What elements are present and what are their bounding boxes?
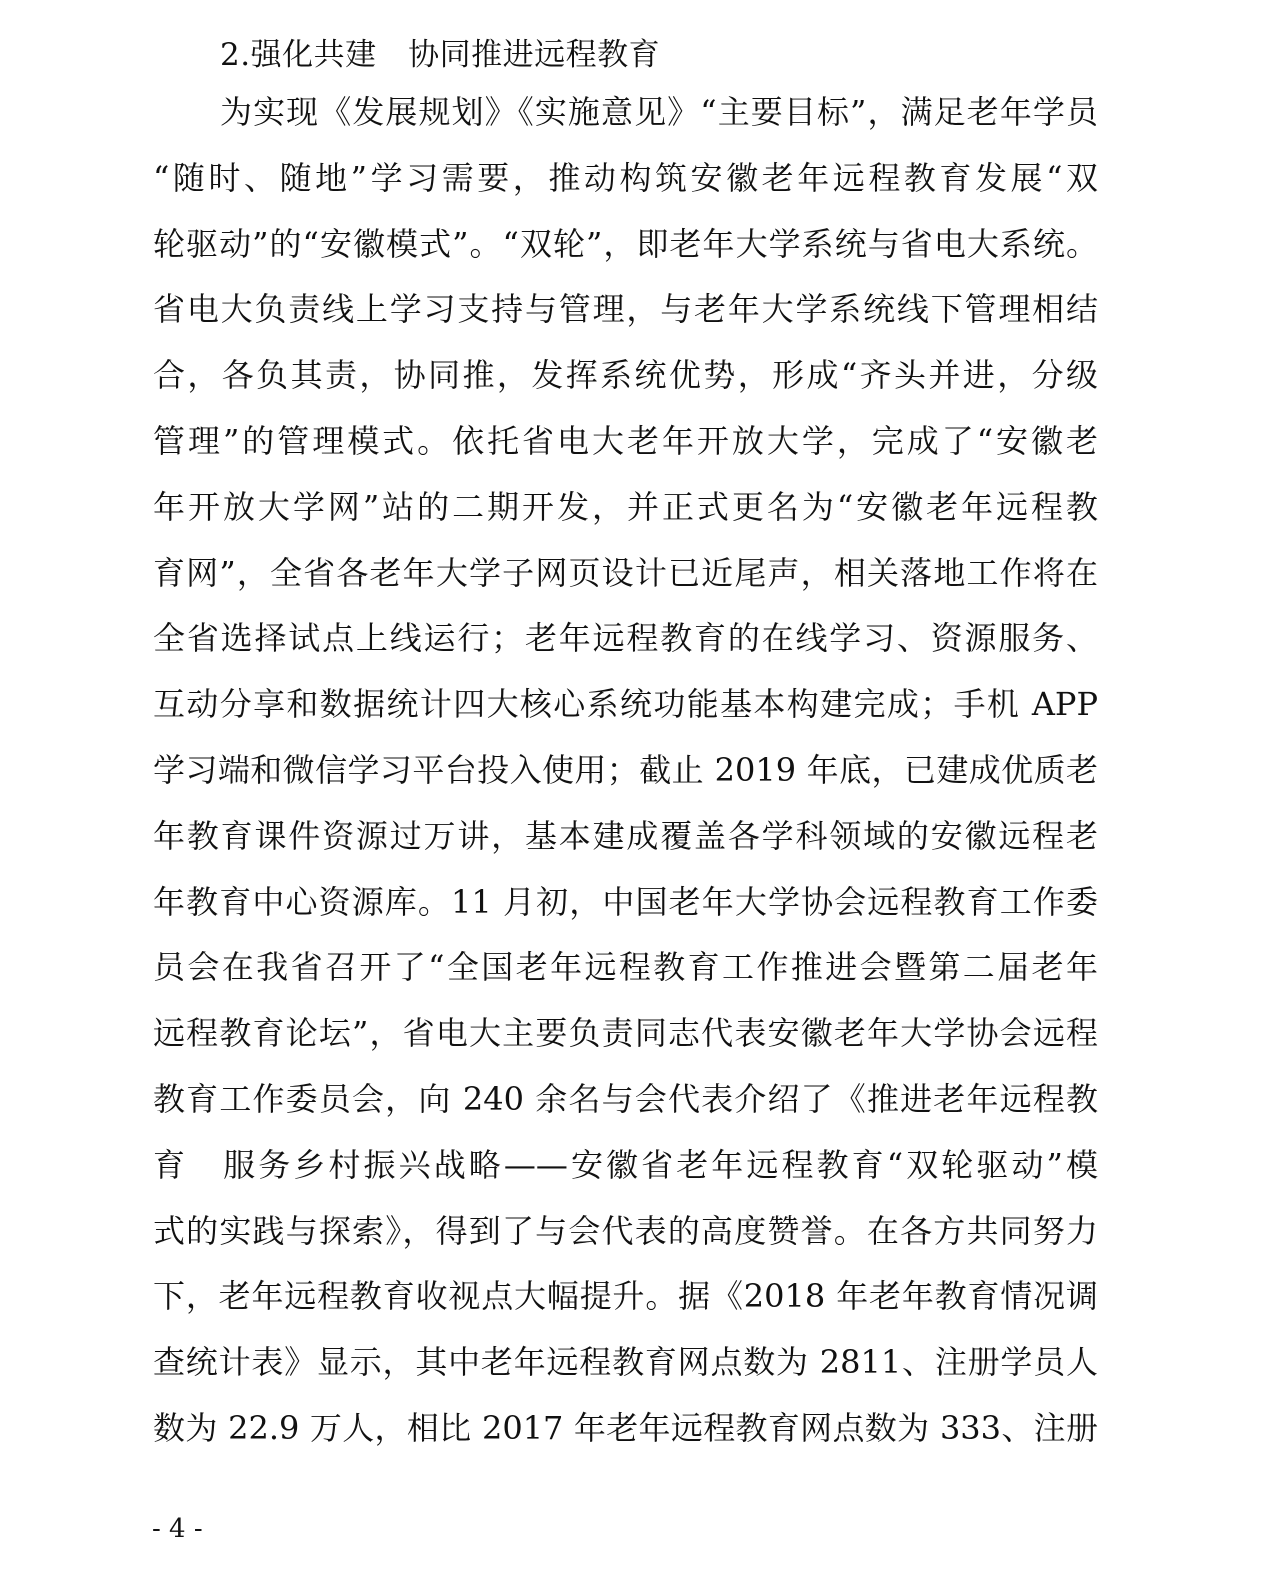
body-line: 为实现《发展规划》《实施意见》“主要目标”，满足老年学员 [220,93,1098,131]
body-line: 育网”，全省各老年大学子网页设计已近尾声，相关落地工作将在 [153,554,1098,592]
body-line: 远程教育论坛”，省电大主要负责同志代表安徽老年大学协会远程 [153,1014,1098,1052]
body-line: 查统计表》显示，其中老年远程教育网点数为 2811、注册学员人 [153,1343,1098,1381]
body-line: 互动分享和数据统计四大核心系统功能基本构建完成；手机 APP [153,685,1098,723]
body-line: “随时、随地”学习需要，推动构筑安徽老年远程教育发展“双 [153,159,1098,197]
body-line: 管理”的管理模式。依托省电大老年开放大学，完成了“安徽老 [153,422,1098,460]
page-number: - 4 - [152,1514,203,1544]
body-line: 育 服务乡村振兴战略——安徽省老年远程教育“双轮驱动”模 [153,1146,1098,1184]
body-line: 轮驱动”的“安徽模式”。“双轮”，即老年大学系统与省电大系统。 [153,225,1098,263]
body-line: 数为 22.9 万人，相比 2017 年老年远程教育网点数为 333、注册 [153,1409,1098,1447]
body-line: 式的实践与探索》，得到了与会代表的高度赞誉。在各方共同努力 [153,1212,1098,1250]
body-line: 员会在我省召开了“全国老年远程教育工作推进会暨第二届老年 [153,948,1098,986]
body-line: 学习端和微信学习平台投入使用；截止 2019 年底，已建成优质老 [153,751,1098,789]
body-line: 教育工作委员会，向 240 余名与会代表介绍了《推进老年远程教 [153,1080,1098,1118]
body-line: 下，老年远程教育收视点大幅提升。据《2018 年老年教育情况调 [153,1277,1098,1315]
body-line: 年教育中心资源库。11 月初，中国老年大学协会远程教育工作委 [153,883,1098,921]
body-line: 年教育课件资源过万讲，基本建成覆盖各学科领域的安徽远程老 [153,817,1098,855]
body-line: 年开放大学网”站的二期开发，并正式更名为“安徽老年远程教 [153,488,1098,526]
body-line: 全省选择试点上线运行；老年远程教育的在线学习、资源服务、 [153,619,1098,657]
section-heading: 2.强化共建 协同推进远程教育 [220,37,661,73]
body-line: 省电大负责线上学习支持与管理，与老年大学系统线下管理相结 [153,290,1098,328]
body-line: 合，各负其责，协同推，发挥系统优势，形成“齐头并进，分级 [153,356,1098,394]
